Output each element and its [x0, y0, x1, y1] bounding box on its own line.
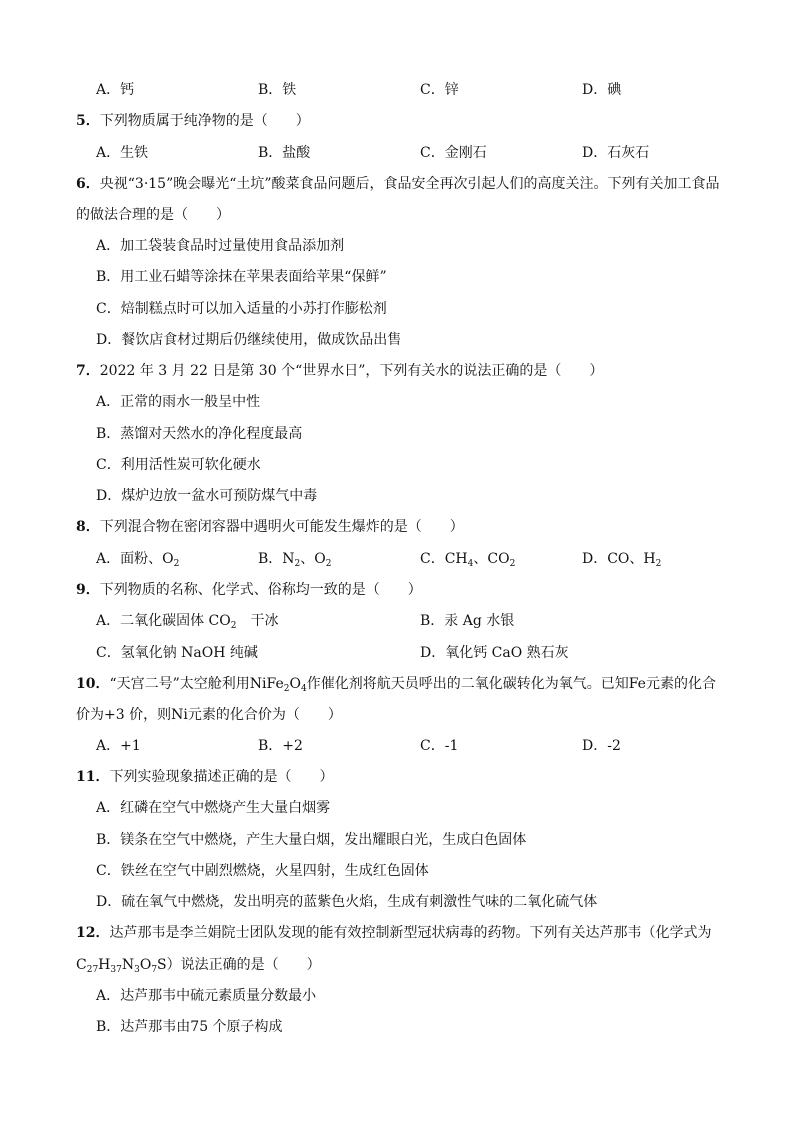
q7-option-b: B．蒸馏对天然水的净化程度最高 — [96, 426, 303, 442]
q10-option-c: C．-1 — [420, 738, 459, 754]
q8-option-d: D．CO、$H_2$ — [582, 551, 662, 569]
q12-number: 12． — [76, 925, 110, 941]
q8-number: 8． — [76, 519, 100, 535]
q9-stem — [76, 580, 422, 600]
q6-option-a: A．加工袋装食品时过量使用食品添加剂 — [96, 238, 345, 254]
q10-options — [96, 736, 756, 756]
q10-stem-line2: 价为+3 价，则Ni元素的化合价为（ ） — [76, 707, 342, 723]
q7-option-d: D．煤炉边放一盆水可预防煤气中毒 — [96, 488, 318, 504]
q9-option-a: A．二氧化碳固体 $CO_2$ 干冰 — [96, 613, 279, 631]
q9-option-b: B．汞 Ag 水银 — [420, 613, 515, 629]
q11-option-c: C．铁丝在空气中剧烈燃烧，火星四射，生成红色固体 — [96, 863, 429, 879]
q10-stem: 10．“天宫二号”太空舱利用$NiFe_2O_4$作催化剂将航天员呼出的二氧化碳转化为氧气。已知Fe元素的化合 — [76, 676, 716, 694]
q12-option-a: A．达芦那韦中硫元素质量分数最小 — [96, 988, 317, 1004]
q5-option-c: C．金刚石 — [420, 145, 487, 161]
q4-option-d: D．碘 — [582, 82, 622, 98]
q11-stem — [76, 767, 333, 787]
q9-option-d: D．氧化钙 CaO 熟石灰 — [420, 645, 569, 661]
q10-option-b: B．+2 — [258, 738, 303, 754]
q5-option-d: D．石灰石 — [582, 145, 650, 161]
q5-number: 5． — [76, 113, 100, 129]
q12-option-b: B．达芦那韦由75 个原子构成 — [96, 1019, 283, 1035]
q11-text: 下列实验现象描述正确的是（ ） — [109, 769, 334, 785]
q9-options-row2 — [96, 643, 756, 663]
q10-option-a: A．+1 — [96, 738, 141, 754]
q6-stem-line2: 的做法合理的是（ ） — [76, 207, 230, 223]
q6-option-b: B．用工业石蜡等涂抹在苹果表面给苹果“保鲜” — [96, 269, 387, 285]
q10-option-d: D．-2 — [582, 738, 621, 754]
q6-stem — [76, 174, 720, 194]
q9-text: 下列物质的名称、化学式、俗称均一致的是（ ） — [99, 582, 422, 598]
q12-stem — [76, 923, 711, 943]
q9-number: 9． — [76, 582, 100, 598]
q5-text: 下列物质属于纯净物的是（ ） — [99, 113, 310, 129]
q12-stem-line2: $C_{27}H_{37}N_3O_7S$）说法正确的是（ ） — [76, 957, 321, 975]
q8-option-a: A．面粉、$O_2$ — [96, 551, 180, 569]
q7-number: 7． — [76, 363, 100, 379]
q9-options-row1 — [96, 611, 756, 631]
q7-option-a: A．正常的雨水一般呈中性 — [96, 394, 261, 410]
q11-option-b: B．镁条在空气中燃烧，产生大量白烟，发出耀眼白光，生成白色固体 — [96, 832, 527, 848]
q9-option-c: C．氢氧化钠 NaOH 纯碱 — [96, 645, 258, 661]
q12-text-line1: 达芦那韦是李兰娟院士团队发现的能有效控制新型冠状病毒的药物。下列有关达芦那韦（化学式为 — [109, 925, 712, 941]
q4-option-c: C．锌 — [420, 82, 459, 98]
q6-option-d: D．餐饮店食材过期后仍继续使用，做成饮品出售 — [96, 332, 402, 348]
q11-option-a: A．红磷在空气中燃烧产生大量白烟雾 — [96, 800, 331, 816]
q7-text: 2022 年 3 月 22 日是第 30 个“世界水日”，下列有关水的说法正确的是（ ） — [99, 363, 604, 379]
q11-option-d: D．硫在氧气中燃烧，发出明亮的蓝紫色火焰，生成有刺激性气味的二氧化硫气体 — [96, 894, 598, 910]
q7-option-c: C．利用活性炭可软化硬水 — [96, 457, 261, 473]
q6-number: 6． — [76, 176, 100, 192]
q6-option-c: C．焙制糕点时可以加入适量的小苏打作膨松剂 — [96, 301, 387, 317]
q5-options — [96, 143, 756, 163]
q4-option-a: A．钙 — [96, 82, 135, 98]
q5-option-b: B．盐酸 — [258, 145, 311, 161]
q11-number: 11． — [76, 769, 110, 785]
q10-number: 10． — [76, 676, 110, 692]
q4-option-b: B．铁 — [258, 82, 297, 98]
q5-stem — [76, 111, 310, 131]
q7-stem — [76, 361, 603, 381]
q8-options — [96, 549, 756, 569]
q8-text: 下列混合物在密闭容器中遇明火可能发生爆炸的是（ ） — [99, 519, 464, 535]
q8-option-c: C．$CH_4$、$CO_2$ — [420, 551, 516, 569]
q8-stem — [76, 517, 464, 537]
q8-option-b: B．$N_2$、$O_2$ — [258, 551, 332, 569]
q4-options — [96, 80, 756, 100]
q5-option-a: A．生铁 — [96, 145, 149, 161]
q6-text-line1: 央视“3·15”晚会曝光“土坑”酸菜食品问题后，食品安全再次引起人们的高度关注。下列有关加工食品 — [99, 176, 720, 192]
